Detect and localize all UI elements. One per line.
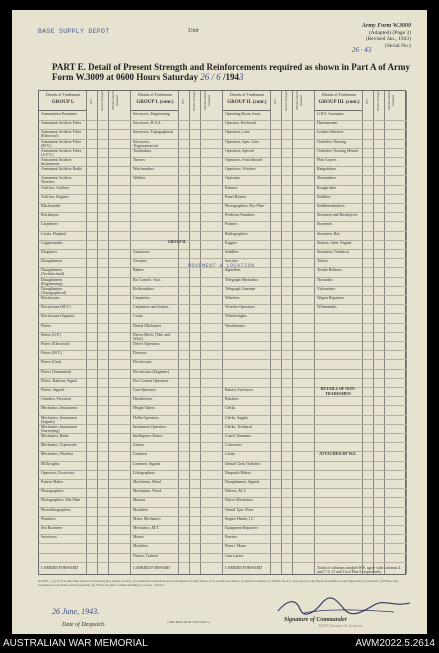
- non-tradesmen-heading: DETAILS OF NON-TRADESMEN: [320, 386, 356, 396]
- trade-name: Ammunition Examiner: [41, 112, 77, 116]
- year-printed: /194: [223, 72, 240, 82]
- column-header: [131, 91, 179, 111]
- trade-name: Saddlers: [317, 194, 331, 199]
- strength-table: [38, 90, 406, 575]
- subcolumn-header: Reinforcements Required: [111, 91, 119, 111]
- trade-name: Intelligence Duties: [133, 434, 163, 438]
- year-handwritten: 3: [239, 72, 244, 82]
- signature-label: Signature of Commander: [284, 617, 348, 623]
- unit-label: Unit: [188, 28, 199, 34]
- trade-name: Saddletreemakers: [317, 204, 345, 208]
- trade-name: Grinders, Precision: [41, 397, 72, 402]
- trade-name: Leather Stitchers: [317, 130, 344, 135]
- trade-name: Painters: [225, 185, 238, 190]
- form-revised: (Revised Jan., 1943): [365, 36, 411, 42]
- trade-name: Battery Surveyors: [225, 388, 254, 392]
- printer-line: 1,000 Pads 50/50 1/43 W.P.Co.: [167, 620, 211, 624]
- trade-name: Electricians (Signals): [41, 314, 75, 319]
- part-e-title: [52, 62, 412, 82]
- trade-name: Rangetakers: [317, 167, 337, 172]
- serial-label: (Serial No.): [385, 42, 411, 49]
- trade-name: Armament Artificer Instruments: [41, 158, 72, 166]
- trade-name: Drivers, M.T.: [225, 489, 247, 494]
- trade-name: Moulders: [133, 507, 148, 512]
- column-group: GROUP I. (cont.): [136, 99, 174, 105]
- trade-name: Fitters, Signals: [41, 388, 65, 392]
- trade-name: Operator, Keyboard: [225, 121, 256, 126]
- trade-name: Draughtsmen: [41, 259, 62, 264]
- trade-name: Clerks, Technical: [225, 424, 253, 429]
- trade-name: Armament Artificer Wireless: [41, 176, 72, 185]
- trade-name: Mechanics, Instrument (Signals): [41, 415, 77, 424]
- trade-name: Panel Beaters: [225, 194, 247, 199]
- trade-name: Plumbers: [41, 516, 56, 521]
- subcolumn-header: Reinforcements Required: [203, 91, 211, 111]
- trade-name: Equipment Repairers: [225, 526, 258, 530]
- trade-name: Gun Operators: [133, 388, 157, 392]
- trade-name: Armourers: [133, 250, 150, 254]
- part-title-text: PART E. Detail of Present Strength and Reinforcements required as shown in Part A of Army Form W.3009 at 0600 Hours Saturday: [52, 62, 411, 82]
- carried-forward-row: [131, 562, 223, 574]
- trade-name: Dental Clerk Orderlies: [225, 461, 261, 466]
- trade-name: Telegraph Mechanics: [225, 277, 259, 282]
- trade-name: Concreters: [225, 443, 242, 448]
- trade-name: G.P.O. Assistants: [317, 112, 344, 116]
- trade-name: Signallers: [225, 268, 241, 273]
- trade-name: Linemen: [133, 452, 147, 457]
- trade-name: Blacksmiths: [41, 204, 61, 208]
- trade-name: Bakers: [133, 268, 144, 273]
- trade-name: Driver Mech. (Tkd. and Whd.): [133, 332, 171, 341]
- commander-signature: [274, 595, 414, 617]
- despatch-date-label: Date of Despatch.: [62, 622, 106, 628]
- trade-name: Driver Operators: [133, 342, 160, 346]
- trade-name: Butchers: [225, 397, 239, 402]
- trade-name: Predictor Numbers: [225, 213, 255, 218]
- trade-name: Moulders: [133, 544, 148, 549]
- trade-name: Mechanics, Wireless: [41, 452, 74, 457]
- army-form-page: [12, 10, 427, 634]
- trade-name: Tailors: [317, 259, 328, 264]
- trade-name: Electricians: [133, 360, 152, 365]
- trade-name: Carpenters and Joiners: [133, 305, 169, 310]
- trade-name: Gun Layers: [225, 553, 244, 558]
- trade-name: Cooks: [133, 314, 143, 319]
- archive-caption: [0, 634, 439, 653]
- trade-name: Masons: [133, 498, 146, 503]
- trade-name: Photographers, Wet Plate: [41, 498, 81, 503]
- trade-name: Dental Mechanics: [133, 323, 162, 328]
- trade-name: Fitters (Gun): [41, 360, 62, 365]
- trade-name: Millwrights: [41, 461, 60, 466]
- trade-name: Boilermakers: [133, 286, 154, 291]
- trade-name: Surveyors, Topographical: [133, 130, 174, 135]
- movement-stamp: MOVEMENT & LOCATION: [188, 263, 255, 269]
- trade-name: Operators, Special: [225, 148, 254, 153]
- subcolumn-header: W.E.: [273, 98, 277, 104]
- trade-name: Mechanics, Radio: [41, 434, 70, 438]
- trade-name: Operating Room Assts.: [225, 112, 262, 116]
- trade-name: Surveyors, Engineering: [133, 112, 170, 116]
- trade-name: Coach Trimmers: [225, 434, 252, 438]
- trade-name: Mechanics, Instrument (Surveying): [41, 424, 77, 433]
- trade-name: Coppersmiths: [41, 240, 63, 245]
- trade-name: Surveyors: [41, 535, 57, 540]
- trade-name: Textile Refiners: [317, 268, 342, 273]
- trade-name: Whitesmiths: [317, 305, 337, 310]
- date-handwritten: 26 / 6: [200, 72, 221, 82]
- trade-name: Wireless Operators: [225, 305, 255, 310]
- trade-name: Hairdressers: [133, 397, 153, 402]
- form-title: Army Form W.3009: [362, 23, 411, 29]
- subcolumn-header: Present Strength: [192, 91, 196, 111]
- carried-forward-label: CARRIED FORWARD: [41, 565, 78, 570]
- trade-name: Fitters (Electrical): [41, 342, 70, 346]
- trade-name: Diegistors: [41, 250, 57, 254]
- carried-forward-row: [223, 562, 315, 574]
- trade-name: Fitters (M.V.): [41, 351, 63, 356]
- trade-name: Artificer, Artillery: [41, 185, 70, 190]
- trade-name: Toolmakers: [133, 148, 152, 153]
- carried-forward-label: Totals of columns marked W.S. agree with columns 4 and 7, 9, 11 and 13 of Part A respectively.: [317, 565, 401, 574]
- column-header: [223, 91, 271, 111]
- carried-forward-row: [39, 562, 131, 574]
- subcolumn-header: W.E.: [181, 98, 185, 104]
- trade-name: Shoemakers: [317, 176, 337, 181]
- trade-name: Wagon Repairers: [317, 296, 344, 300]
- trade-name: Operators, Wireless: [225, 167, 256, 172]
- trade-name: Opticians: [225, 176, 240, 181]
- awm-stamp: AWM Libraries & Archives: [318, 623, 363, 628]
- trade-name: Carpenters: [133, 296, 150, 300]
- trade-name: Surveyors, Trigonometrical: [133, 139, 159, 148]
- trade-name: Mechanics, M.T.: [133, 526, 160, 530]
- trade-name: Fitters: [41, 323, 51, 328]
- trade-name: Bn. Comd's. Asst.: [133, 277, 161, 282]
- trade-name: Instrument Operators: [133, 424, 167, 429]
- trade-name: Joiners: [133, 443, 145, 448]
- trade-name: Stokers, Steer. Engine: [317, 240, 352, 245]
- trade-name: Telegraph Linemen: [225, 286, 256, 291]
- trade-name: Watchmakers: [133, 167, 155, 172]
- trade-name: Fitters (Armament): [41, 369, 72, 374]
- trade-name: Vulcanisers: [317, 286, 336, 291]
- trade-name: Draughtsmen (Engineering): [41, 277, 63, 286]
- trade-name: Welders: [133, 176, 146, 181]
- trade-name: Miners: [133, 535, 145, 540]
- trade-name: Pattern Maker: [41, 480, 64, 484]
- trade-name: Saddlers: [225, 250, 239, 254]
- trade-name: Wheelers: [225, 296, 240, 300]
- subcolumn-header: W.E.: [365, 98, 369, 104]
- trade-name: Draughtsmen (Topographical): [41, 286, 67, 295]
- trade-name: Dental Tpts. Fitter: [225, 507, 254, 512]
- trade-name: Cooks, Hospital: [41, 231, 67, 236]
- trade-name: Fire Control Operators: [133, 378, 169, 383]
- carried-forward-row: [315, 562, 407, 574]
- trade-name: Orderlies, Nursing: [317, 139, 346, 144]
- unit-stamp: BASE SUPPLY DEPOT: [38, 28, 110, 35]
- trade-name: Cooks: [225, 452, 235, 457]
- trade-name: Draughtsmen, Signals: [225, 480, 260, 484]
- column-title: Details of Tradesmen: [45, 92, 81, 97]
- trade-name: Turners: [133, 158, 145, 162]
- trade-name: Electricians (Engineer): [133, 369, 169, 374]
- trade-name: Photolithographers: [41, 507, 71, 512]
- trade-name: Bricklayers: [41, 213, 59, 218]
- trade-name: Clerks: [225, 406, 236, 411]
- trade-name: Hammermen: [317, 121, 338, 126]
- trade-name: Artificer, Engines: [41, 194, 69, 199]
- trade-name: Plate Layers: [317, 158, 337, 162]
- trade-name: Draughtsmen (Architectural): [41, 268, 65, 277]
- form-adapted: (Adapted) (Page 3): [368, 29, 411, 36]
- trade-name: Sawyers: [225, 259, 239, 264]
- trade-name: Fitters' Mates: [225, 544, 247, 549]
- trade-name: Linemen, Signals: [133, 461, 161, 466]
- subcolumn-header: Reinforcements Required: [387, 91, 395, 111]
- carried-forward-label: CARRIED FORWARD: [225, 565, 262, 570]
- column-group: GROUP I.: [51, 99, 75, 105]
- trade-name: Radiographers: [225, 231, 248, 236]
- trade-name: Clerks, Supply: [225, 415, 249, 420]
- trade-name: Driver Mechanics: [225, 498, 253, 503]
- carried-forward-label: CARRIED FORWARD: [133, 565, 170, 570]
- column-title: Details of Tradesmen: [229, 92, 265, 97]
- archive-id: AWM2022.5.2614: [355, 638, 435, 649]
- trade-name: Printers: [225, 222, 238, 227]
- subcolumn-header: Reinforcements Required: [295, 91, 303, 111]
- subcolumn-header: Present Strength: [376, 91, 380, 111]
- trade-name: Hollis Operators: [133, 415, 159, 420]
- subcolumn-header: Present Strength: [100, 91, 104, 111]
- trade-name: Storemen, Ref.: [317, 231, 341, 236]
- trade-name: Operators, Line: [225, 130, 250, 135]
- trade-name: Wheelwrights: [225, 314, 247, 319]
- trade-name: Operators, Switchboard: [225, 158, 262, 162]
- trade-name: Sea Bootmen: [41, 526, 62, 530]
- serial-number-handwritten: 26 · 43: [352, 46, 372, 54]
- trade-name: Nurses, Trained: [133, 553, 158, 558]
- trade-name: Orderlies, Nursing Mental: [317, 148, 358, 153]
- trade-name: Electricians: [41, 296, 60, 300]
- trade-name: GROUP II.: [167, 239, 187, 244]
- trade-name: Engine Hands, I.C.: [225, 516, 255, 521]
- trade-name: Motor Mechanics: [133, 516, 161, 521]
- trade-name: Photographers, Dry Plate: [225, 204, 265, 208]
- trade-name: Storemen, Technical: [317, 250, 349, 254]
- trade-name: Despatch Riders: [225, 470, 251, 475]
- column-header: [315, 91, 363, 111]
- trade-name: Surveyors, R.A.S.: [133, 121, 162, 126]
- trade-name: Lithographers: [133, 470, 155, 475]
- trade-name: Height Takers: [133, 406, 155, 411]
- form-notes: NOTES.—(a) If such other than (shown in brackets) give details on back. (b) Authorized tradesman and such numbers as they shown to be as indicated shown in green in brackets. (c) Where a R.A.S. trade group is the figure and number in the figure may be pencilled. (d) Where any tradesmen are provided add in separately. (e) Where the other column headings are in use: ‘Return’.: [38, 579, 399, 587]
- subcolumn-header: W.E.: [89, 98, 93, 104]
- trade-name: Dressers: [133, 351, 147, 356]
- trade-name: Tinsmiths: [317, 277, 333, 282]
- trade-name: Armament Artificer Fitter (A.F.V.): [41, 148, 82, 157]
- column-title: Details of Tradesmen: [137, 92, 173, 97]
- trade-name: Fitters (G.P.): [41, 332, 61, 337]
- trade-name: Mechanics, Instrument: [41, 406, 77, 411]
- subcolumn-header: Present Strength: [284, 91, 288, 111]
- trade-name: Armament Artificer Fitter: [41, 121, 82, 126]
- trade-name: Storemen and Bricklayers: [317, 213, 358, 218]
- trade-name: Machinists, Wood: [133, 489, 162, 494]
- trade-name: Carpenters: [41, 222, 58, 227]
- column-header: [39, 91, 87, 111]
- trade-name: Armament Artificer Fitter (Electrical): [41, 130, 82, 139]
- trade-name: Operators, Excavator: [41, 470, 75, 475]
- trade-name: Armament Artificer Fitter (M.V.): [41, 139, 82, 148]
- trade-name: Armament Artificer Radio: [41, 167, 83, 172]
- trade-name: Electricians (M.V.): [41, 305, 71, 310]
- trade-name: Storemen: [317, 222, 332, 227]
- trade-name: Mechanics, Typewriter: [41, 443, 77, 448]
- trade-name: Machinists, Metal: [133, 480, 162, 484]
- trade-name: Roughriders: [317, 185, 337, 190]
- trade-name: Farriers: [225, 535, 238, 540]
- trade-name: Operators, Spec. Line: [225, 139, 259, 144]
- column-group: GROUP II. (cont.): [227, 99, 267, 105]
- trade-name: Woodturners: [225, 323, 245, 328]
- column-group: GROUP III. (cont.): [318, 99, 360, 105]
- despatch-date-handwritten: 26 June, 1943.: [52, 607, 100, 616]
- trade-name: Assayers: [133, 259, 148, 264]
- column-title: Details of Tradesmen: [321, 92, 357, 97]
- trade-name: Fitters, Railway Signal: [41, 378, 77, 383]
- trade-name: Photographers: [41, 489, 64, 494]
- attached-heading: ATTACHED BY W.E.: [319, 451, 357, 457]
- archive-name: AUSTRALIAN WAR MEMORIAL: [3, 638, 148, 649]
- trade-name: Riggers: [225, 240, 238, 245]
